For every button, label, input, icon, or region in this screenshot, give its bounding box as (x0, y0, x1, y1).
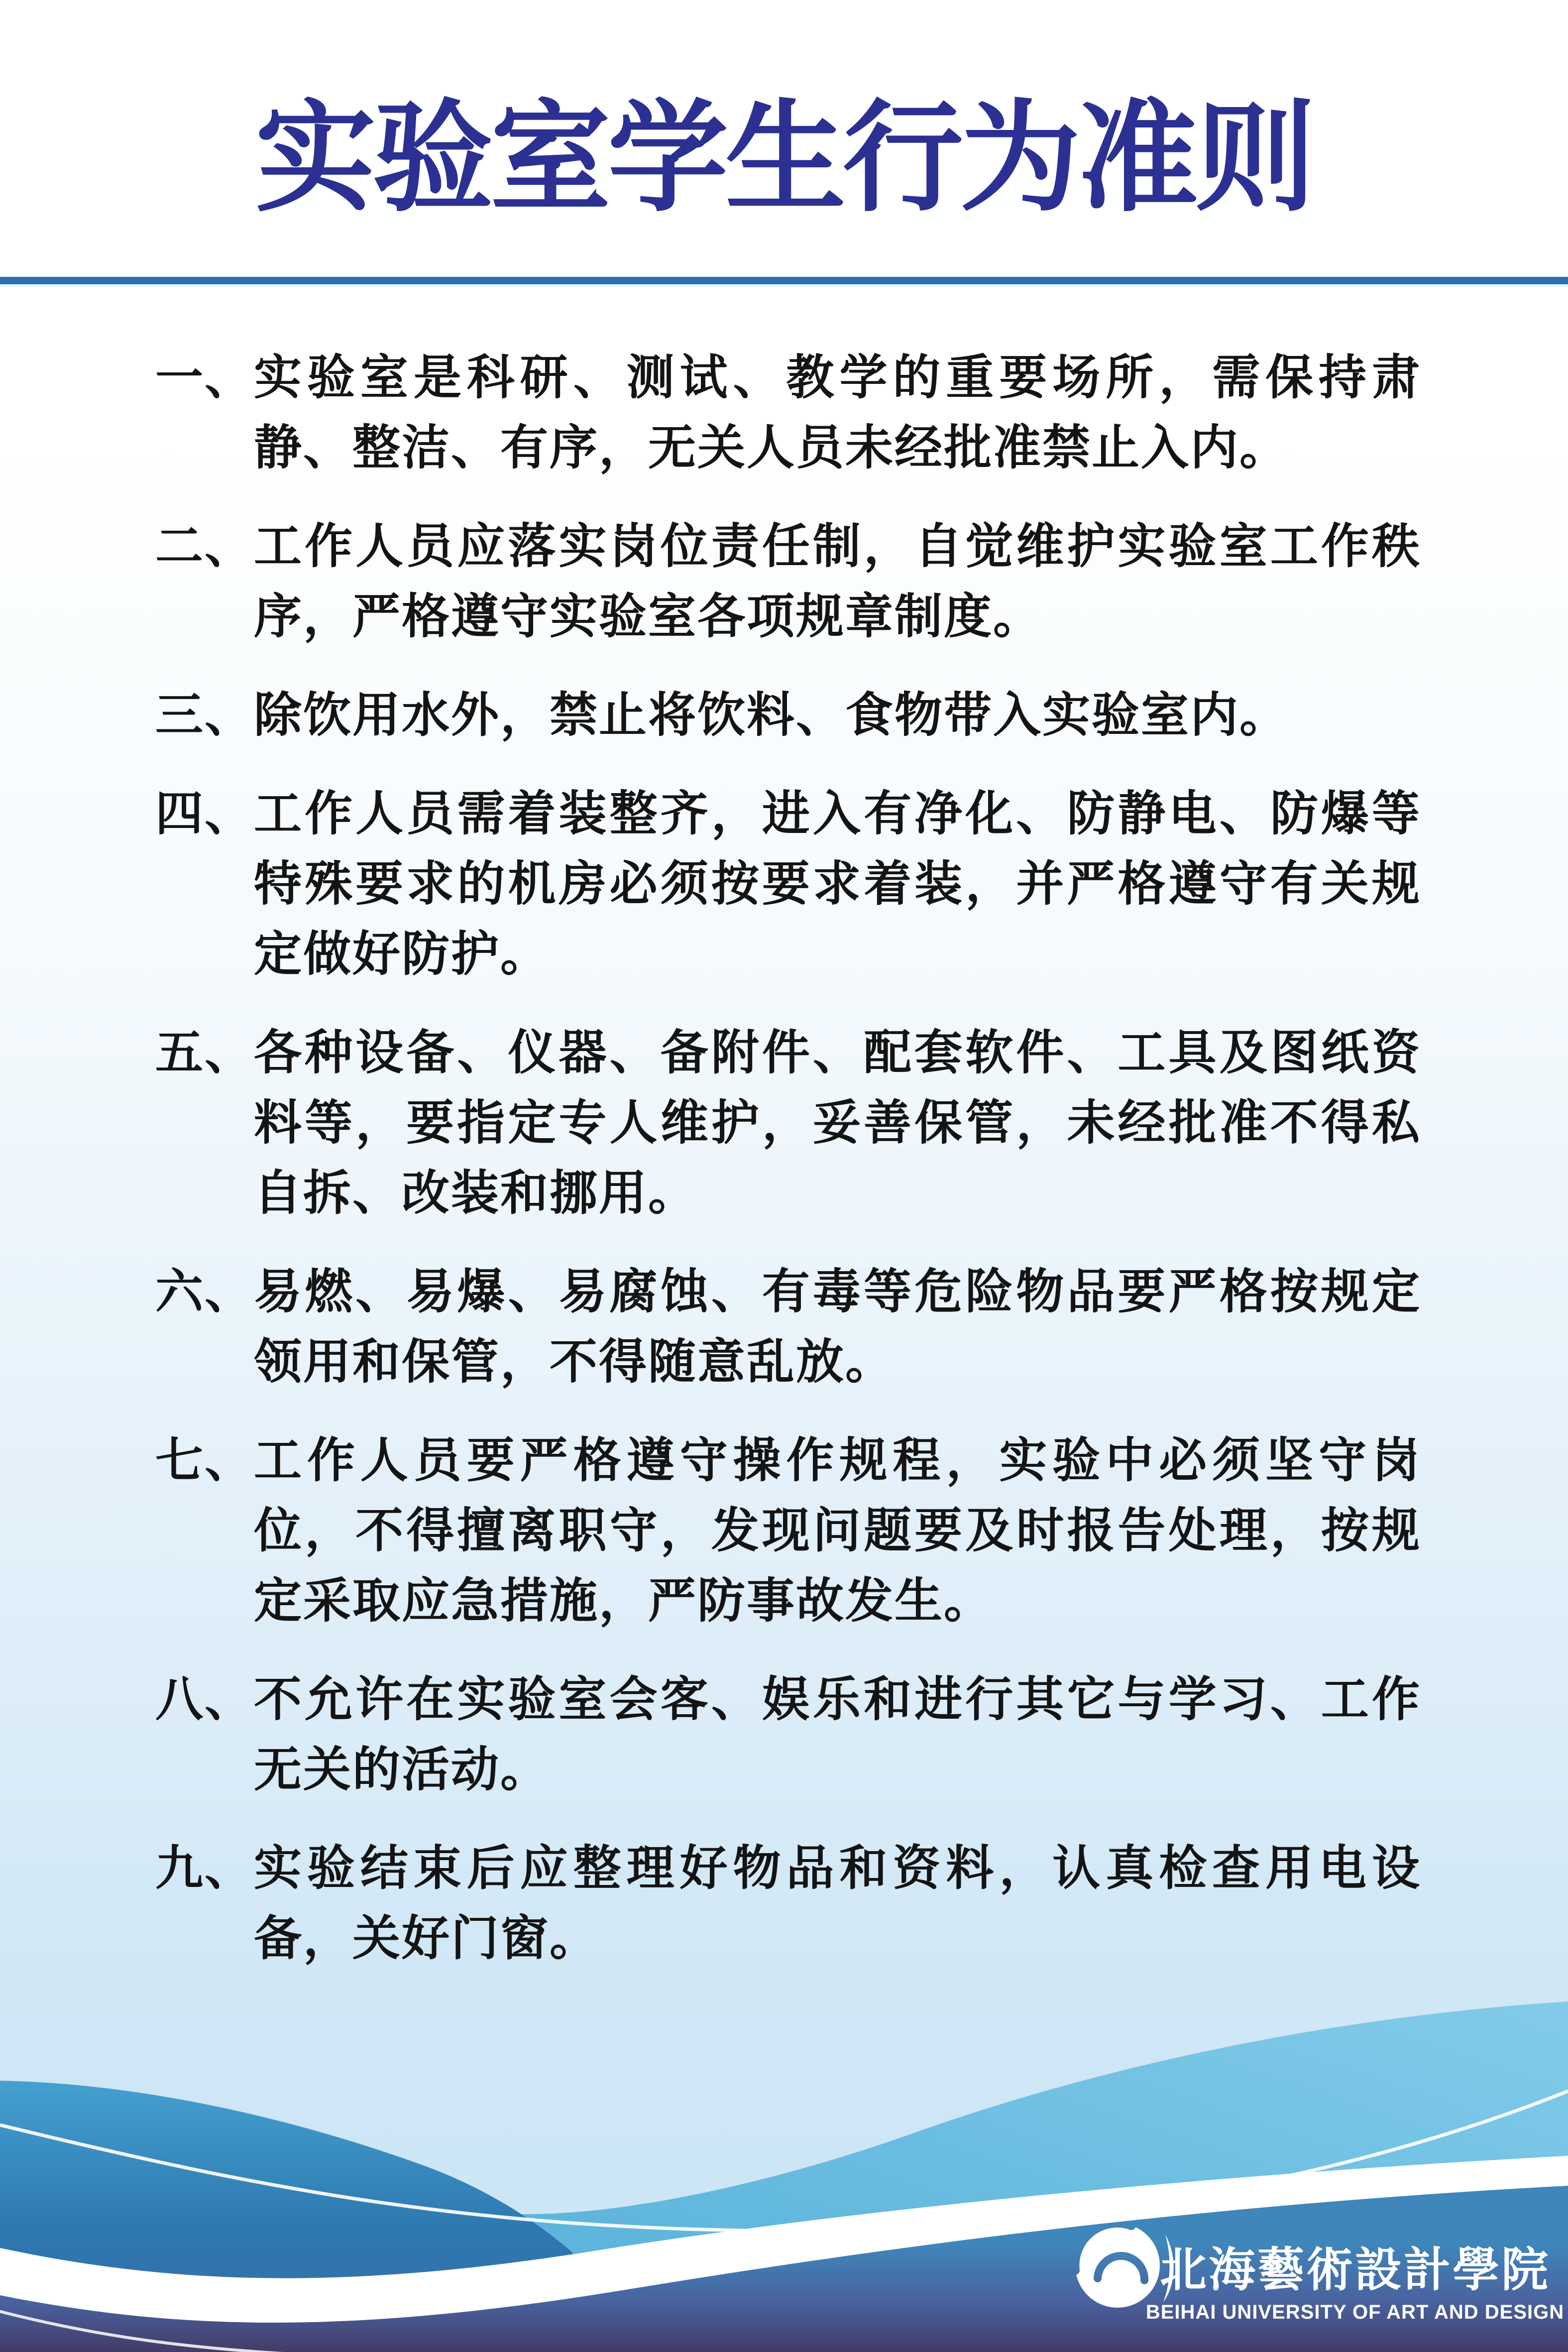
title-divider-bar (0, 277, 1568, 284)
poster-title: 实验室学生行为准则 (255, 91, 1313, 226)
rule-text: 不允许在实验室会客、娱乐和进行其它与学习、工作无关的活动。 (254, 1673, 1421, 1796)
rule-text: 工作人员应落实岗位责任制，自觉维护实验室工作秩序，严格遵守实验室各项规章制度。 (254, 520, 1421, 643)
rule-number: 七、 (155, 1434, 254, 1487)
rule-number: 六、 (155, 1265, 254, 1318)
rule-number: 八、 (155, 1673, 254, 1726)
rule-text: 实验室是科研、测试、教学的重要场所，需保持肃静、整洁、有序，无关人员未经批准禁止入内。 (254, 351, 1421, 474)
rule-item-9 (155, 1833, 1421, 1974)
rule-number: 九、 (155, 1842, 254, 1895)
rule-item-6 (155, 1257, 1421, 1397)
rule-text: 实验结束后应整理好物品和资料，认真检查用电设备，关好门窗。 (254, 1842, 1421, 1965)
rule-item-3 (155, 680, 1421, 750)
logo-name-cn: 北海藝術設計學院 (1159, 2244, 1551, 2296)
rule-number: 三、 (155, 689, 254, 742)
rule-item-1 (155, 343, 1421, 483)
title-divider-glow (0, 284, 1568, 287)
rule-text: 除饮用水外，禁止将饮料、食物带入实验室内。 (254, 689, 1289, 742)
rule-number: 一、 (155, 351, 254, 404)
rule-text: 易燃、易爆、易腐蚀、有毒等危险物品要严格按规定领用和保管，不得随意乱放。 (254, 1265, 1421, 1389)
rule-text: 工作人员需着装整齐，进入有净化、防静电、防爆等特殊要求的机房必须按要求着装，并严格遵守有关规定做好防护。 (254, 787, 1421, 981)
rule-item-7 (155, 1425, 1421, 1636)
rule-number: 四、 (155, 787, 254, 840)
rule-text: 各种设备、仪器、备附件、配套软件、工具及图纸资料等，要指定专人维护，妥善保管，未经批准不得私自拆、改装和挪用。 (254, 1026, 1421, 1220)
logo-name-en: BEIHAI UNIVERSITY OF ART AND DESIGN (1145, 2301, 1565, 2323)
rules-list (155, 343, 1421, 2002)
rule-number: 二、 (155, 520, 254, 573)
rule-item-4 (155, 779, 1421, 989)
rule-number: 五、 (155, 1026, 254, 1079)
rule-text: 工作人员要严格遵守操作规程，实验中必须坚守岗位，不得擅离职守，发现问题要及时报告处理，按规定采取应急措施，严防事故发生。 (254, 1434, 1421, 1628)
rule-item-8 (155, 1664, 1421, 1805)
rule-item-5 (155, 1018, 1421, 1228)
footer-wave-art (0, 1981, 1568, 2352)
rule-item-2 (155, 511, 1421, 652)
